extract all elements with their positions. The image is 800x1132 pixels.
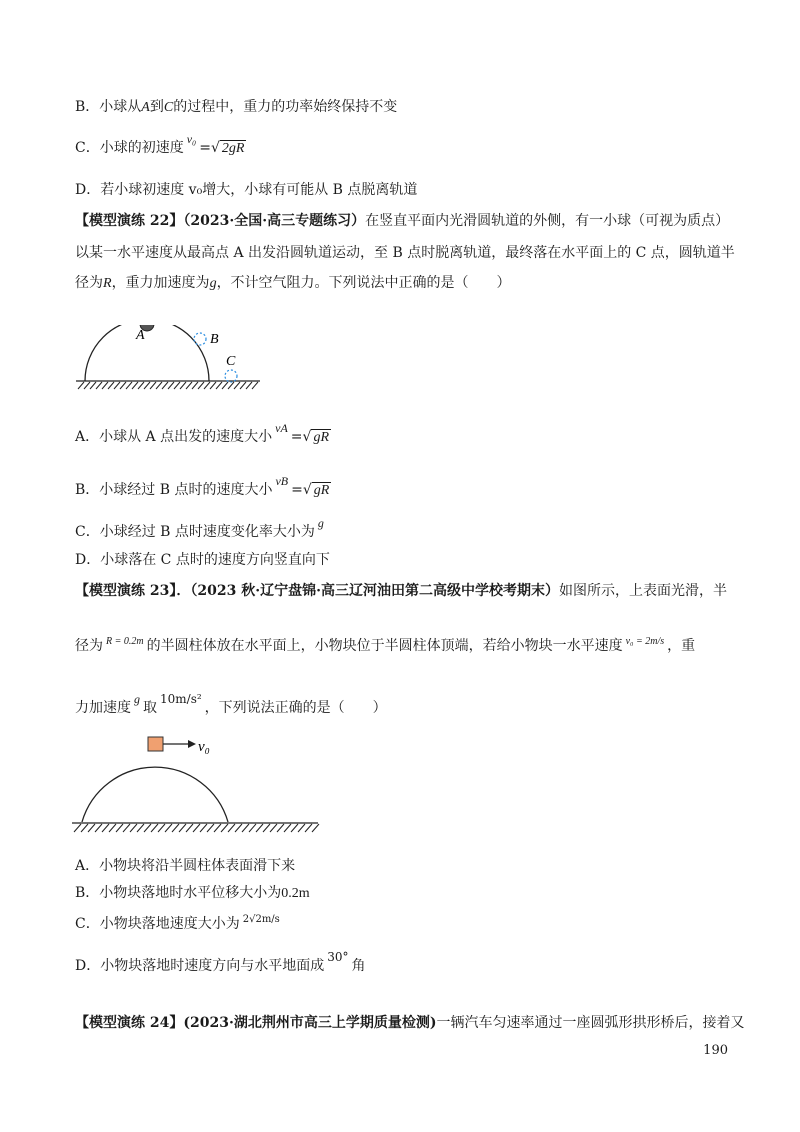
- q21-option-b: B．小球从A到C的过程中，重力的功率始终保持不变: [75, 99, 398, 115]
- label-v0: v₀: [198, 739, 210, 755]
- q23-stem-line1: 【模型演练 23】．（2023 秋·辽宁盘锦·高三辽河油田第二高级中学校考期末）如图所示，上表面光滑，半: [75, 583, 727, 599]
- label-c: C: [226, 354, 236, 369]
- arrow-icon: [188, 740, 196, 748]
- q22-option-c: C．小球经过 B 点时速度变化率大小为g: [75, 516, 324, 540]
- q23-figure: [68, 735, 328, 845]
- q23-option-d: D．小物块落地时速度方向与水平地面成30°角: [75, 950, 366, 974]
- position-c-icon: [225, 370, 237, 382]
- q23-option-c: C．小物块落地速度大小为 $^{2√2m/s}$: [75, 914, 280, 932]
- q22-stem-line2: 以某一水平速度从最高点 A 出发沿圆轨道运动，至 B 点时脱离轨道，最终落在水平面上的 C 点，圆轨道半: [75, 245, 735, 261]
- q23-option-b: B．小物块落地时水平位移大小为0.2m: [75, 885, 310, 901]
- q23-option-a: A．小物块将沿半圆柱体表面滑下来: [75, 858, 296, 874]
- q22-figure: [70, 325, 270, 395]
- q22-option-b: B．小球经过 B 点时的速度大小vB=√ gR: [75, 474, 330, 498]
- q22-stem-line1: 【模型演练 22】（2023·全国·高三专题练习）在竖直平面内光滑圆轨道的外侧，有一小球（可视为质点）: [75, 213, 730, 229]
- q24-stem: 【模型演练 24】(2023·湖北荆州市高三上学期质量检测)一辆汽车匀速率通过一座圆弧形拱形桥后，接着又: [75, 1015, 745, 1031]
- position-b-icon: [194, 333, 206, 345]
- q22-option-a: A．小球从 A 点出发的速度大小vA=√ gR: [75, 421, 329, 445]
- page-number: 190: [703, 1043, 728, 1058]
- q22-stem-line3: 径为R，重力加速度为g，不计空气阻力。下列说法中正确的是（ ）: [75, 275, 511, 291]
- q23-stem-line3: 力加速度g取10m/s²，下列说法正确的是（ ）: [75, 692, 387, 716]
- q21-option-d: D．若小球初速度 v₀增大，小球有可能从 B 点脱离轨道: [75, 182, 418, 198]
- q21-option-c: C．小球的初速度v₀=√ 2gR: [75, 132, 245, 156]
- q22-option-d: D．小球落在 C 点时的速度方向竖直向下: [75, 552, 330, 568]
- label-b: B: [210, 332, 219, 347]
- q23-stem-line2: 径为 $^{R = 0.2m}$ 的半圆柱体放在水平面上，小物块位于半圆柱体顶端，若给小物块一水平速度 $^{v_0 = 2m/s}$ ，重: [75, 636, 696, 654]
- label-a: A: [136, 328, 145, 343]
- block-icon: [148, 737, 163, 751]
